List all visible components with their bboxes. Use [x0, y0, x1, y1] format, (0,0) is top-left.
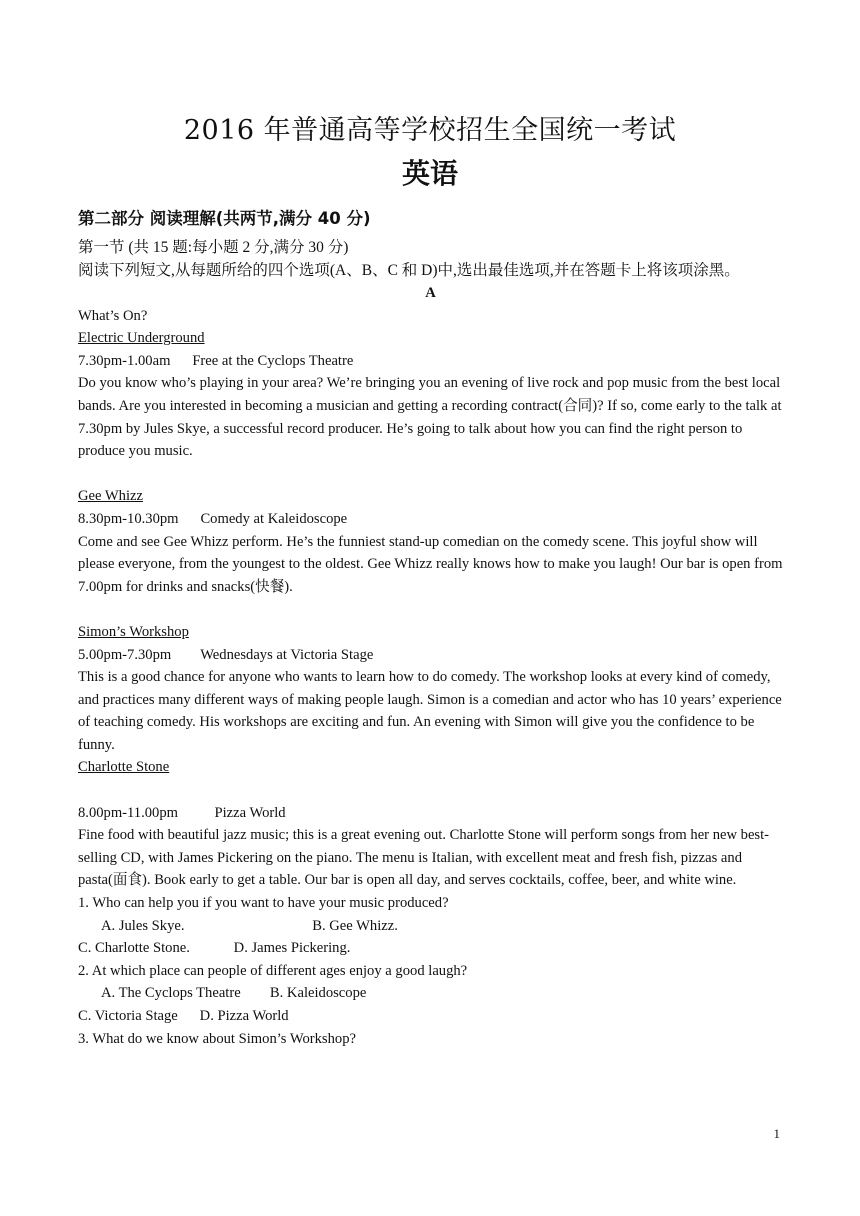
section-title: 第二部分 阅读理解(共两节,满分 40 分)	[78, 209, 371, 228]
event-time-place	[78, 644, 783, 667]
option-a: A. The Cyclops Theatre	[101, 985, 241, 1002]
event-time: 5.00pm-7.30pm	[78, 646, 172, 663]
page-number: 1	[773, 1126, 780, 1141]
event-name: Electric Underground	[78, 330, 205, 347]
event-time: 8.30pm-10.30pm	[78, 510, 179, 527]
question-stem: 1. Who can help you if you want to have your music produced?	[78, 895, 449, 912]
subject-title: 英语	[401, 157, 458, 190]
question-options	[78, 982, 783, 1005]
event-time: 8.00pm-11.00pm	[78, 804, 178, 821]
event-name: Gee Whizz	[78, 488, 143, 505]
instruction: 阅读下列短文,从每题所给的四个选项(A、B、C 和 D)中,选出最佳选项,并在答题卡上将该项涂黑。	[78, 261, 740, 279]
event-description: This is a good chance for anyone who wants to learn how to do comedy. The workshop looks at every kind of comedy, and practices many different ways of making people laugh. Simon is a comedian and actor who has 10 years’ experience of teaching comedy. His workshops are exciting and fun. An evening with Simon will give you the confidence to be funny.	[78, 669, 782, 753]
event-time-place	[78, 508, 783, 531]
spacer	[78, 463, 783, 486]
spacer	[78, 598, 783, 621]
passage-label: A	[425, 285, 436, 301]
option-d: D. Pizza World	[199, 1008, 289, 1024]
event-time: 7.30pm-1.00am	[78, 352, 171, 369]
spacer	[78, 779, 783, 802]
event-place: Wednesdays at Victoria Stage	[200, 646, 374, 663]
option-d: D. James Pickering.	[233, 940, 351, 957]
option-c: C. Victoria Stage	[78, 1008, 178, 1024]
question-options	[78, 915, 783, 938]
content	[78, 237, 783, 1050]
event-time-place	[78, 802, 783, 825]
exam-title: 2016 年普通高等学校招生全国统一考试	[183, 115, 677, 146]
event-time-place	[78, 350, 783, 373]
event-place: Comedy at Kaleidoscope	[200, 510, 348, 527]
event-name: Charlotte Stone	[78, 759, 170, 776]
event-place: Free at the Cyclops Theatre	[192, 352, 354, 369]
question-options	[78, 937, 783, 960]
question-stem: 3. What do we know about Simon’s Workshop?	[78, 1030, 356, 1047]
option-b: B. Gee Whizz.	[312, 917, 398, 934]
passage-heading: What’s On?	[78, 307, 148, 324]
event-description: Fine food with beautiful jazz music; this is a great evening out. Charlotte Stone will perform songs from her new best-selling CD, with James Pickering on the piano. The menu is Italian, with excellent meat and fresh fish, pizzas and pasta(面食). Book early to get a table. Our bar is open all day, and serves cocktails, coffee, beer, and white wine.	[78, 827, 770, 889]
event-description: Come and see Gee Whizz perform. He’s the funniest stand-up comedian on the comedy scene. This joyful show will please everyone, from the youngest to the oldest. Gee Whizz really knows how to make you laugh! Our bar is open from 7.00pm for drinks and snacks(快餐).	[78, 533, 783, 595]
event-description: Do you know who’s playing in your area? We’re bringing you an evening of live rock and pop music from the best local bands. Are you interested in becoming a musician and getting a recording contract(合同)? If so, come early to the talk at 7.30pm by Jules Skye, a successful record producer. He’s going to talk about how you can find the right person to produce you music.	[78, 375, 782, 460]
question-options	[78, 1005, 783, 1028]
part-heading: 第一节 (共 15 题:每小题 2 分,满分 30 分)	[78, 239, 349, 256]
event-name: Simon’s Workshop	[78, 623, 189, 640]
option-b: B. Kaleidoscope	[269, 985, 367, 1002]
event-place: Pizza World	[214, 804, 286, 821]
question-stem: 2. At which place can people of different ages enjoy a good laugh?	[78, 962, 468, 979]
option-a: A. Jules Skye.	[101, 917, 185, 934]
option-c: C. Charlotte Stone.	[78, 940, 190, 957]
